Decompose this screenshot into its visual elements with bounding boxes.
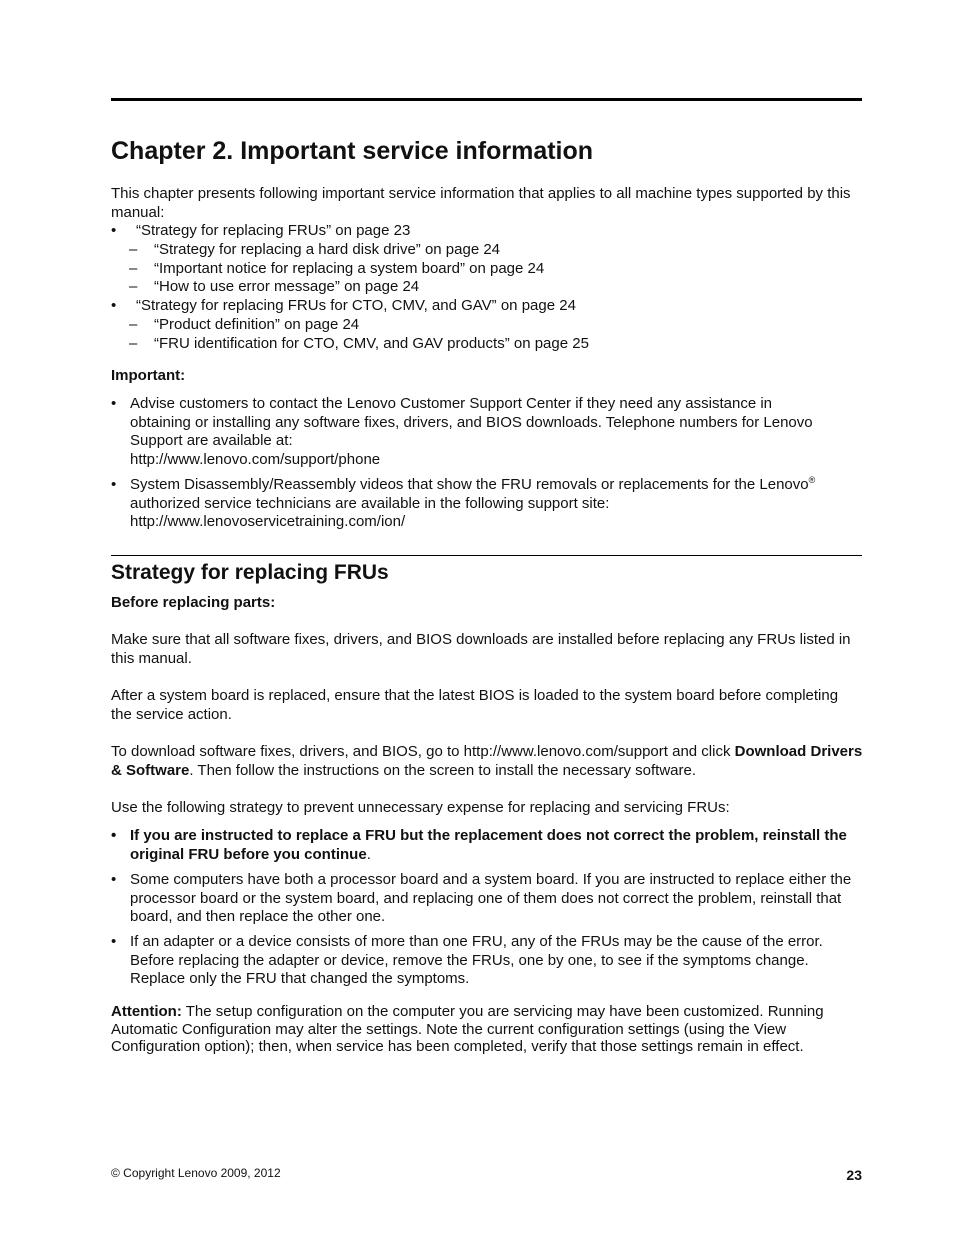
dash-icon: – <box>129 335 138 352</box>
support-phone-link[interactable]: http://www.lenovo.com/support/phone <box>130 451 381 468</box>
section-rule <box>111 555 862 556</box>
dash-icon: – <box>129 260 138 277</box>
strategy-text-end: . <box>366 845 371 863</box>
download-link-text: Drivers & Software <box>111 743 863 779</box>
strategy-bold-text: If you are instructed to replace a FRU but the replacement does not correct the problem, reinstall the original FRU before you continue <box>130 827 847 863</box>
attention-label: Attention: <box>111 1003 182 1020</box>
dash-icon: – <box>129 278 138 295</box>
bullet-icon: • <box>111 395 117 412</box>
paragraph: Use the following strategy to prevent unnecessary expense for replacing and servicing FRUs: <box>111 799 730 816</box>
bullet-icon: • <box>111 933 117 950</box>
dash-icon: – <box>129 241 138 258</box>
toc-link[interactable]: “How to use error message” on page 24 <box>154 278 420 295</box>
bullet-icon: • <box>111 871 117 888</box>
strategy-text <box>130 827 863 864</box>
bullet-icon: • <box>111 297 117 314</box>
attention-text: The setup configuration on the computer you are servicing may have been customized. Running Automatic Configuration may alter the settings. Note the current configuration settings (using the View Configuration option); then, when service has been completed, verify that those settings remain in effect. <box>111 1003 824 1055</box>
strategy-text: Some computers have both a processor board and a system board. If you are instructed to replace either the processor board or the system board, and replacing one of them does not correct the problem, reinstall that board, and then replace the other one. <box>130 871 852 926</box>
important-text-line: authorized service technicians are available in the following support site: <box>130 495 610 512</box>
strategy-list <box>111 827 863 997</box>
chapter-intro: This chapter presents following important service information that applies to all machine types supported by this manual: <box>111 185 851 221</box>
toc-link[interactable]: “Strategy for replacing a hard disk drive” on page 24 <box>154 241 501 258</box>
bullet-icon: • <box>111 827 117 844</box>
important-text-line: obtaining or installing any software fixes, drivers, and BIOS downloads. Telephone numbers for Lenovo <box>130 414 813 431</box>
toc-link[interactable]: “Strategy for replacing FRUs for CTO, CMV, and GAV” on page 24 <box>136 297 576 314</box>
strategy-text: If an adapter or a device consists of more than one FRU, any of the FRUs may be the cause of the error. Before replacing the adapter or device, remove the FRUs, one by one, to see if the symptoms change. Replace only the FRU that changed the symptoms. <box>130 933 823 988</box>
registered-mark: ® <box>808 475 816 485</box>
section-heading: Strategy for replacing FRUs <box>111 561 389 584</box>
toc-link[interactable]: “Product definition” on page 24 <box>154 316 360 333</box>
important-text: System Disassembly/Reassembly videos that show the FRU removals or replacements for the Lenovo <box>130 476 809 493</box>
strategy-item <box>111 827 863 865</box>
strategy-item <box>111 933 863 989</box>
important-list <box>111 395 863 535</box>
important-label: Important: <box>111 367 186 384</box>
paragraph-text: To download software fixes, drivers, and BIOS, go to http://www.lenovo.com/support and click <box>111 743 735 760</box>
chapter-top-rule <box>111 98 862 101</box>
toc-link[interactable]: “Important notice for replacing a system board” on page 24 <box>154 260 545 277</box>
copyright: © Copyright Lenovo 2009, 2012 <box>111 1166 281 1180</box>
toc-link[interactable]: “Strategy for replacing FRUs” on page 23 <box>136 222 411 239</box>
toc-link[interactable]: “FRU identification for CTO, CMV, and GAV products” on page 25 <box>154 335 589 352</box>
dash-icon: – <box>129 316 138 333</box>
bullet-icon: • <box>111 222 117 239</box>
chapter-toc-list <box>111 222 863 358</box>
important-item <box>111 395 863 471</box>
paragraph: Make sure that all software fixes, drivers, and BIOS downloads are installed before replacing any FRUs listed in this manual. <box>111 631 851 667</box>
attention-note <box>111 1003 863 1056</box>
important-item <box>111 476 863 534</box>
service-training-link[interactable]: http://www.lenovoservicetraining.com/ion/ <box>130 513 406 530</box>
chapter-title: Chapter 2. Important service information <box>111 137 594 165</box>
download-link-text: Download <box>734 743 807 760</box>
strategy-item <box>111 871 863 927</box>
page-number: 23 <box>846 1167 862 1183</box>
paragraph: After a system board is replaced, ensure that the latest BIOS is loaded to the system board before completing the service action. <box>111 687 839 723</box>
important-text-line <box>130 476 815 495</box>
paragraph <box>111 743 863 780</box>
important-text-line: Advise customers to contact the Lenovo Customer Support Center if they need any assistance in <box>130 395 773 412</box>
bullet-icon: • <box>111 476 117 493</box>
important-text-line: Support are available at: <box>130 432 293 449</box>
before-label: Before replacing parts: <box>111 594 276 611</box>
paragraph-text: . Then follow the instructions on the screen to install the necessary software. <box>189 761 697 779</box>
